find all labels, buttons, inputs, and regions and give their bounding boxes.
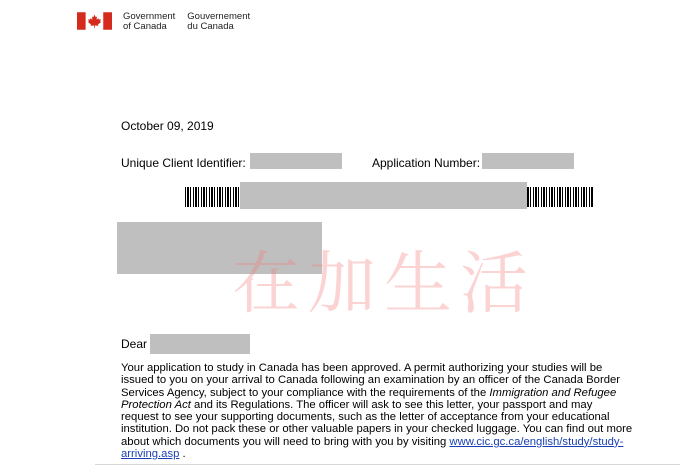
salutation: Dear: [121, 337, 148, 351]
canada-flag-icon: [77, 12, 112, 30]
barcode-left: [185, 187, 240, 207]
body-text-3: .: [179, 448, 186, 461]
gov-fr-line2: du Canada: [187, 21, 234, 32]
letter-body: [121, 362, 633, 460]
gov-fr-line1: Gouvernement: [187, 11, 251, 22]
barcode-redaction: [240, 182, 527, 209]
body-text-2: and its Regulations. The officer will ask to see this letter, your passport and may request to see your supporting documents, such as the letter of acceptance from your educational institution. Do not pack these or other valuable papers in your checked luggage. You can find out more about which documents you will need to bring with you by visiting: [121, 398, 633, 448]
uci-redaction: [250, 153, 342, 169]
government-name-en: [123, 12, 175, 32]
barcode-right: [527, 187, 593, 207]
uci-label: Unique Client Identifier:: [121, 156, 246, 170]
gov-en-line1: Government: [123, 11, 176, 22]
footer-divider: [95, 464, 680, 465]
recipient-name-redaction: [150, 334, 250, 354]
gov-en-line2: of Canada: [123, 21, 167, 32]
body-text-1: Your application to study in Canada has been approved. A permit authorizing your studies will be issued to you on your arrival to Canada following an examination by an officer of the Canada Border Services Agency, subject to your compliance with the requirements of the: [121, 362, 621, 399]
government-signature: [77, 12, 250, 32]
application-number-label: Application Number:: [372, 156, 481, 170]
watermark-text: 在加生活: [232, 245, 537, 324]
act-name: Immigration and Refugee Protection Act: [121, 386, 617, 411]
study-arriving-link[interactable]: www.cic.gc.ca/english/study/study-arriving.asp: [121, 435, 624, 461]
application-number-redaction: [482, 153, 574, 169]
government-name-fr: [187, 12, 250, 32]
letter-date: October 09, 2019: [121, 119, 214, 133]
